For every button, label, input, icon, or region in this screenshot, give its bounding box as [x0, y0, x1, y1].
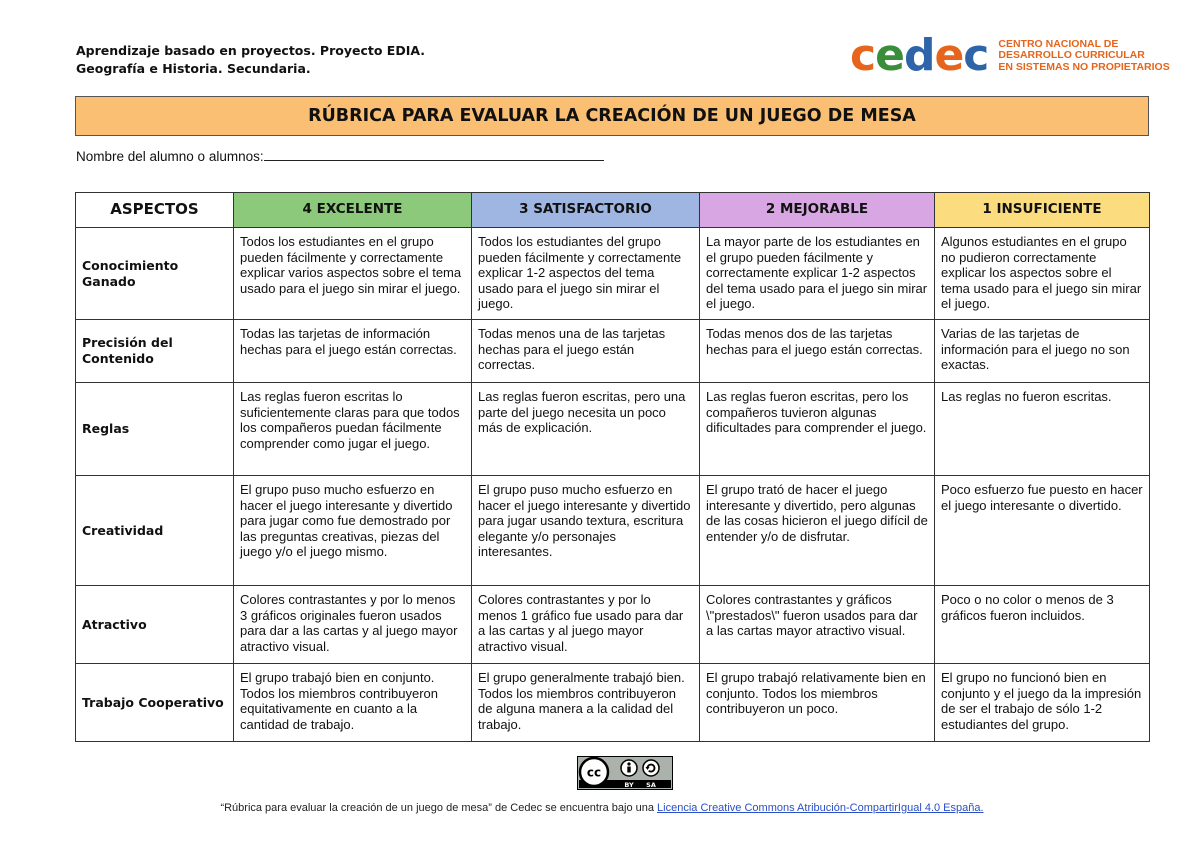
criterion-cell: El grupo puso mucho esfuerzo en hacer el juego interesante y divertido para jugar como fue demostrado por las preguntas creativas, piezas del juego y/o el juego mismo.	[234, 476, 472, 586]
table-row	[76, 320, 1150, 383]
header-excelente: 4 EXCELENTE	[234, 193, 472, 228]
aspect-cell: Conocimiento Ganado	[76, 228, 234, 320]
header-row	[76, 193, 1150, 228]
criterion-cell: El grupo trabajó bien en conjunto. Todos los miembros contribuyeron equitativamente en cuanto a la cantidad de trabajo.	[234, 664, 472, 742]
document-header	[76, 42, 425, 78]
cc-text: cc	[586, 765, 602, 780]
criterion-cell: Todas menos una de las tarjetas hechas para el juego están correctas.	[472, 320, 700, 383]
criterion-cell: El grupo trató de hacer el juego interesante y divertido, pero algunas de las cosas hicieron el juego difícil de entender y/o de disfrutar.	[700, 476, 935, 586]
criterion-cell: Todas las tarjetas de información hechas para el juego están correctas.	[234, 320, 472, 383]
criterion-cell: Colores contrastantes y gráficos \"prestados\" fueron usados para dar a las cartas mayor atractivo visual.	[700, 586, 935, 664]
rubric-title: RÚBRICA PARA EVALUAR LA CREACIÓN DE UN JUEGO DE MESA	[75, 96, 1149, 136]
logo-sub-line-1: CENTRO NACIONAL DE	[998, 37, 1119, 50]
cedec-logo-word	[850, 30, 989, 81]
cedec-logo	[850, 30, 1170, 81]
criterion-cell: Poco esfuerzo fue puesto en hacer el juego interesante o divertido.	[935, 476, 1150, 586]
aspect-cell: Trabajo Cooperativo	[76, 664, 234, 742]
aspect-cell: Precisión del Contenido	[76, 320, 234, 383]
table-row	[76, 664, 1150, 742]
header-mejorable: 2 MEJORABLE	[700, 193, 935, 228]
criterion-cell: El grupo no funcionó bien en conjunto y el juego da la impresión de ser el trabajo de sólo 1-2 estudiantes del grupo.	[935, 664, 1150, 742]
criterion-cell: Algunos estudiantes en el grupo no pudieron correctamente explicar los aspectos sobre el tema usado para el juego sin mirar el juego.	[935, 228, 1150, 320]
logo-letter: d	[903, 30, 935, 81]
license-footer	[0, 802, 1204, 814]
criterion-cell: Todas menos dos de las tarjetas hechas para el juego están correctas.	[700, 320, 935, 383]
header-insuficiente: 1 INSUFICIENTE	[935, 193, 1150, 228]
criterion-cell: Poco o no color o menos de 3 gráficos fueron incluidos.	[935, 586, 1150, 664]
student-name-label: Nombre del alumno o alumnos:	[76, 149, 264, 164]
header-satisfactorio: 3 SATISFACTORIO	[472, 193, 700, 228]
criterion-cell: Todos los estudiantes en el grupo pueden fácilmente y correctamente explicar varios aspectos sobre el tema usado para el juego sin mirar el juego.	[234, 228, 472, 320]
criterion-cell: Colores contrastantes y por lo menos 3 gráficos originales fueron usados para dar a las cartas y al juego mayor atractivo visual.	[234, 586, 472, 664]
by-text: BY	[624, 781, 634, 789]
cc-by-sa-license-icon[interactable]	[577, 756, 673, 790]
criterion-cell: Las reglas fueron escritas, pero los compañeros tuvieron algunas dificultades para comprender el juego.	[700, 383, 935, 476]
logo-letter: c	[963, 30, 989, 81]
criterion-cell: Todos los estudiantes del grupo pueden fácilmente y correctamente explicar 1-2 aspectos del tema usado para el juego sin mirar el juego.	[472, 228, 700, 320]
aspect-cell: Atractivo	[76, 586, 234, 664]
criterion-cell: Las reglas no fueron escritas.	[935, 383, 1150, 476]
criterion-cell: Las reglas fueron escritas, pero una parte del juego necesita un poco más de explicación.	[472, 383, 700, 476]
criterion-cell: El grupo trabajó relativamente bien en conjunto. Todos los miembros contribuyeron un poco.	[700, 664, 935, 742]
header-line-project: Aprendizaje basado en proyectos. Proyecto EDIA.	[76, 43, 426, 58]
criterion-cell: El grupo generalmente trabajó bien. Todos los miembros contribuyeron de alguna manera a la calidad del trabajo.	[472, 664, 700, 742]
criterion-cell: Las reglas fueron escritas lo suficientemente claras para que todos los compañeros puedan fácilmente comprender como jugar el juego.	[234, 383, 472, 476]
criterion-cell: Varias de las tarjetas de información para el juego no son exactas.	[935, 320, 1150, 383]
logo-sub-line-3: EN SISTEMAS NO PROPIETARIOS	[998, 60, 1170, 73]
cedec-logo-subtitle	[998, 39, 1169, 74]
logo-letter: e	[875, 30, 904, 81]
sa-text: SA	[646, 781, 656, 789]
criterion-cell: La mayor parte de los estudiantes en el grupo pueden fácilmente y correctamente explicar 1-2 aspectos del tema usado para el juego sin mirar el juego.	[700, 228, 935, 320]
logo-sub-line-2: DESARROLLO CURRICULAR	[998, 49, 1145, 62]
aspect-cell: Creatividad	[76, 476, 234, 586]
header-line-subject: Geografía e Historia. Secundaria.	[76, 61, 311, 76]
table-row	[76, 383, 1150, 476]
table-row	[76, 228, 1150, 320]
license-footer-text: “Rúbrica para evaluar la creación de un juego de mesa” de Cedec se encuentra bajo una	[220, 802, 658, 814]
header-aspects: ASPECTOS	[76, 193, 234, 228]
student-name-line	[76, 147, 604, 164]
logo-letter: c	[850, 30, 876, 81]
license-link[interactable]: Licencia Creative Commons Atribución-CompartirIgual 4.0 España.	[657, 802, 984, 814]
logo-letter: e	[934, 30, 964, 81]
table-row	[76, 586, 1150, 664]
criterion-cell: El grupo puso mucho esfuerzo en hacer el juego interesante y divertido para jugar usando textura, escritura elegante y/o personajes interesantes.	[472, 476, 700, 586]
aspect-cell: Reglas	[76, 383, 234, 476]
criterion-cell: Colores contrastantes y por lo menos 1 gráfico fue usado para dar a las cartas y al juego mayor atractivo visual.	[472, 586, 700, 664]
student-name-blank	[264, 147, 604, 161]
rubric-table	[75, 192, 1150, 742]
table-row	[76, 476, 1150, 586]
